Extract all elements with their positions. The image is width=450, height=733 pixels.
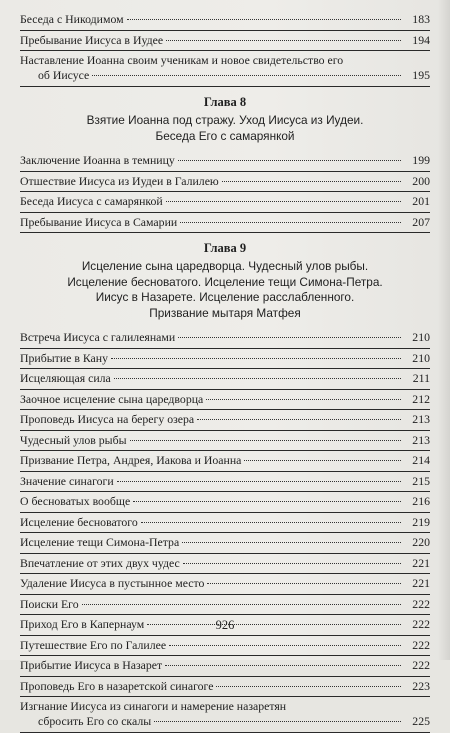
dot-leader (133, 501, 401, 502)
entry-title-line2: об Иисусе (38, 68, 90, 82)
entry-page: 225 (412, 714, 430, 728)
entry-title: Путешествие Его по Галилее (20, 637, 167, 652)
entry-title: Прибытие Иисуса в Назарет (20, 658, 163, 672)
entry-page: 222 (412, 596, 430, 611)
toc-entry (20, 595, 430, 616)
toc-entry (20, 492, 430, 513)
dot-leader (197, 419, 401, 420)
toc-entry (20, 677, 430, 698)
dot-leader (111, 358, 401, 359)
toc-entry (20, 349, 430, 370)
dot-leader (166, 40, 401, 41)
entry-page: 183 (412, 12, 430, 26)
entry-page: 194 (412, 32, 430, 47)
entry-title-line2: сбросить Его со скалы (38, 714, 152, 728)
toc-entry (20, 328, 430, 349)
toc-entry (20, 533, 430, 554)
dot-leader (130, 440, 401, 441)
entry-title: Заключение Иоанна в темницу (20, 153, 175, 167)
entry-page: 201 (412, 194, 430, 208)
chapter-9-heading: Глава 9 (203, 241, 247, 255)
toc-entry-multiline (20, 51, 430, 87)
toc-entry (20, 10, 430, 31)
entry-page: 216 (412, 494, 430, 508)
entry-page: 195 (412, 68, 430, 82)
dot-leader (165, 665, 401, 666)
toc-entry (20, 472, 430, 493)
toc-entry (20, 151, 430, 172)
entry-title: Исцеление тещи Симона-Петра (20, 535, 180, 549)
entry-page: 199 (412, 153, 430, 167)
toc-chapter-8 (20, 151, 430, 233)
subtitle-line: Исцеление бесноватого. Исцеление тещи Симона-Петра. (67, 274, 383, 289)
entry-title: Приход Его в Капернаум (20, 617, 145, 631)
entry-page: 210 (412, 330, 430, 344)
toc-entry (20, 410, 430, 431)
entry-title: Заочное исцеление сына царедворца (20, 391, 204, 406)
dot-leader (169, 645, 401, 646)
toc-entry (20, 192, 430, 213)
dot-leader (117, 481, 401, 482)
dot-leader (141, 522, 401, 523)
entry-title: Проповедь Иисуса на берегу озера (20, 412, 195, 426)
toc-entry (20, 513, 430, 534)
toc-entry (20, 636, 430, 657)
entry-page: 207 (412, 214, 430, 229)
entry-title: Пребывание Иисуса в Иудее (20, 32, 164, 47)
toc-block-1 (20, 10, 430, 87)
entry-page: 223 (412, 678, 430, 693)
page-number: 926 (215, 618, 235, 632)
chapter-9-subtitle (26, 259, 424, 321)
chapter-8-subtitle (26, 113, 424, 144)
dot-leader (222, 181, 401, 182)
entry-title: Прибытие в Кану (20, 350, 108, 365)
toc-entry (20, 213, 430, 234)
subtitle-line: Призвание мытаря Матфея (149, 305, 301, 320)
entry-title: Впечатление от этих двух чудес (20, 555, 180, 570)
entry-page: 215 (412, 473, 430, 488)
dot-leader (178, 160, 401, 161)
spine-shadow (438, 0, 450, 660)
dot-leader (127, 19, 401, 20)
entry-title: Исцеляющая сила (20, 371, 111, 385)
dot-leader (216, 686, 401, 687)
toc-entry (20, 369, 430, 390)
entry-page: 211 (412, 371, 430, 385)
toc-chapter-9 (20, 328, 430, 733)
entry-title: Беседа Иисуса с самарянкой (20, 194, 163, 208)
entry-page: 214 (412, 453, 430, 467)
toc-entry (20, 31, 430, 52)
toc-entry (20, 390, 430, 411)
dot-leader (182, 542, 401, 543)
chapter-8-heading: Глава 8 (203, 95, 247, 109)
entry-page: 210 (412, 350, 430, 365)
dot-leader (178, 337, 401, 338)
entry-page: 222 (412, 658, 430, 672)
subtitle-line: Иисус в Назарете. Исцеление расслабленного. (95, 290, 355, 304)
entry-title: Значение синагоги (20, 473, 114, 488)
entry-title-line1: Наставление Иоанна своим ученикам и новое свидетельство его (20, 53, 344, 67)
dot-leader (166, 201, 401, 202)
entry-title: О бесноватых вообще (20, 494, 131, 508)
entry-title: Поиски Его (20, 596, 79, 611)
entry-page: 220 (412, 535, 430, 549)
entry-page: 222 (412, 637, 430, 652)
toc-entry (20, 172, 430, 193)
entry-title: Отшествие Иисуса из Иудеи в Галилею (20, 173, 219, 188)
toc-entry-multiline (20, 697, 430, 733)
dot-leader (154, 721, 401, 722)
entry-page: 219 (412, 514, 430, 529)
dot-leader (206, 399, 401, 400)
entry-title: Чудесный улов рыбы (20, 432, 127, 447)
toc-entry (20, 574, 430, 595)
dot-leader (114, 378, 401, 379)
entry-page: 200 (412, 173, 430, 188)
toc-entry (20, 431, 430, 452)
entry-page: 213 (412, 412, 430, 426)
dot-leader (244, 460, 401, 461)
entry-title: Исцеление бесноватого (20, 514, 138, 529)
entry-title: Удаление Иисуса в пустынное место (20, 576, 205, 590)
entry-title: Призвание Петра, Андрея, Иакова и Иоанна (20, 453, 242, 467)
dot-leader (183, 563, 401, 564)
subtitle-line: Исцеление сына царедворца. Чудесный улов рыбы. (81, 259, 369, 273)
entry-title: Пребывание Иисуса в Самарии (20, 214, 178, 229)
dot-leader (82, 604, 401, 605)
entry-page: 221 (412, 576, 430, 590)
entry-title-line1: Изгнание Иисуса из синагоги и намерение назаретян (20, 699, 287, 713)
dot-leader (180, 222, 401, 223)
dot-leader (207, 583, 401, 584)
toc-entry (20, 656, 430, 677)
toc-entry (20, 451, 430, 472)
entry-page: 221 (412, 555, 430, 570)
entry-page: 222 (412, 617, 430, 631)
subtitle-line: Беседа Его с самарянкой (155, 128, 295, 143)
entry-title: Встреча Иисуса с галилеянами (20, 330, 176, 344)
subtitle-line: Взятие Иоанна под стражу. Уход Иисуса из Иудеи. (86, 113, 364, 127)
entry-title: Беседа с Никодимом (20, 12, 124, 26)
entry-title: Проповедь Его в назаретской синагоге (20, 678, 214, 693)
dot-leader (92, 75, 401, 76)
entry-page: 212 (412, 391, 430, 406)
entry-page: 213 (412, 432, 430, 447)
toc-entry (20, 554, 430, 575)
